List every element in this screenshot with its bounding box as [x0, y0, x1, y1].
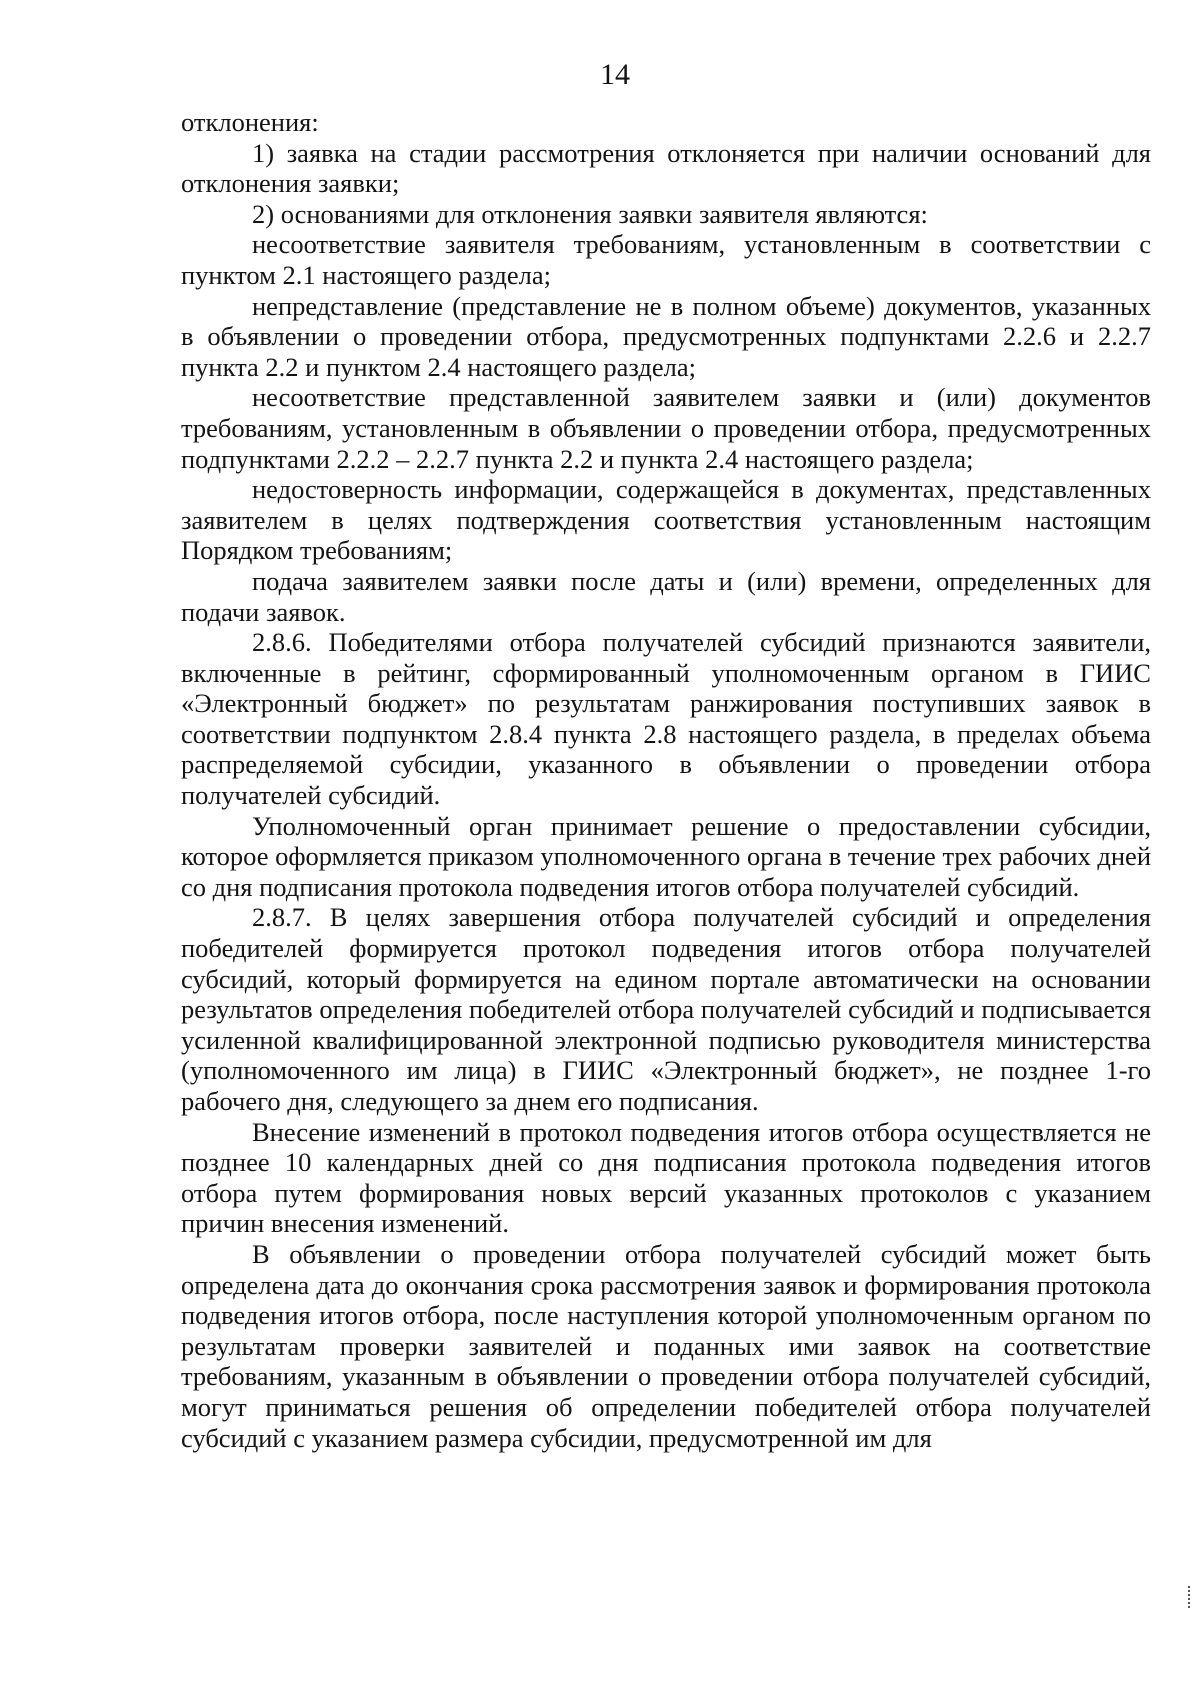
page-number: 14 — [600, 58, 630, 91]
body-text — [181, 107, 1151, 1453]
paragraph-continuation: отклонения: — [181, 107, 319, 137]
paragraph-ground-late: подача заявителем заявки после даты и (или) времени, определенных для подачи заявок. — [181, 565, 1151, 627]
paragraph-item-1: 1) заявка на стадии рассмотрения отклоняется при наличии оснований для отклонения заявки; — [181, 137, 1151, 199]
paragraph-announcement: В объявлении о проведении отбора получателей субсидий может быть определена дата до окончания срока рассмотрения заявок и формирования протокола подведения итогов отбора, после наступления которой уполномоченным органом по результатам проверки заявителей и поданных ими заявок на соответствие требованиям, указанным в объявлении о проведении отбора получателей субсидий, могут приниматься решения об определении победителей отбора получателей субсидий с указанием размера субсидии, предусмотренной им для — [181, 1238, 1151, 1453]
paragraph-ground-mismatch: несоответствие представленной заявителем заявки и (или) документов требованиям, установленным в объявлении о проведении отбора, предусмотренных подпунктами 2.2.2 – 2.2.7 пункта 2.2 и пункта 2.4 настоящего раздела; — [181, 382, 1151, 474]
paragraph-changes: Внесение изменений в протокол подведения итогов отбора осуществляется не позднее 10 календарных дней со дня подписания протокола подведения итогов отбора путем формирования новых версий указанных протоколов с указанием причин внесения изменений. — [181, 1116, 1151, 1239]
paragraph-item-2: 2) основаниями для отклонения заявки заявителя являются: — [252, 198, 928, 229]
paragraph-ground-inaccuracy: недостоверность информации, содержащейся в документах, представленных заявителем в целях подтверждения соответствия установленным настоящим Порядком требованиям; — [181, 474, 1151, 566]
paragraph-2-8-7: 2.8.7. В целях завершения отбора получателей субсидий и определения победителей формируется протокол подведения итогов отбора получателей субсидий, который формируется на едином портале автоматически на основании результатов определения победителей отбора получателей субсидий и подписывается усиленной квалифицированной электронной подписью руководителя министерства (уполномоченного им лица) в ГИИС «Электронный бюджет», не позднее 1-го рабочего дня, следующего за днем его подписания. — [181, 902, 1151, 1116]
paragraph-2-8-6: 2.8.6. Победителями отбора получателей субсидий признаются заявители, включенные в рейтинг, сформированный уполномоченным органом в ГИИС «Электронный бюджет» по результатам ранжирования поступивших заявок в соответствии подпунктом 2.8.4 пункта 2.8 настоящего раздела, в пределах объема распределяемой субсидии, указанного в объявлении о проведении отбора получателей субсидий. — [181, 627, 1151, 811]
paragraph-decision: Уполномоченный орган принимает решение о предоставлении субсидии, которое оформляется приказом уполномоченного органа в течение трех рабочих дней со дня подписания протокола подведения итогов отбора получателей субсидий. — [181, 810, 1151, 902]
paragraph-ground-documents: непредставление (представление не в полном объеме) документов, указанных в объявлении о проведении отбора, предусмотренных подпунктами 2.2.6 и 2.2.7 пункта 2.2 и пунктом 2.4 настоящего раздела; — [181, 290, 1151, 382]
paragraph-ground-requirements: несоответствие заявителя требованиям, установленным в соответствии с пунктом 2.1 настоящего раздела; — [181, 229, 1151, 290]
scan-edge-mark — [1188, 1586, 1194, 1608]
